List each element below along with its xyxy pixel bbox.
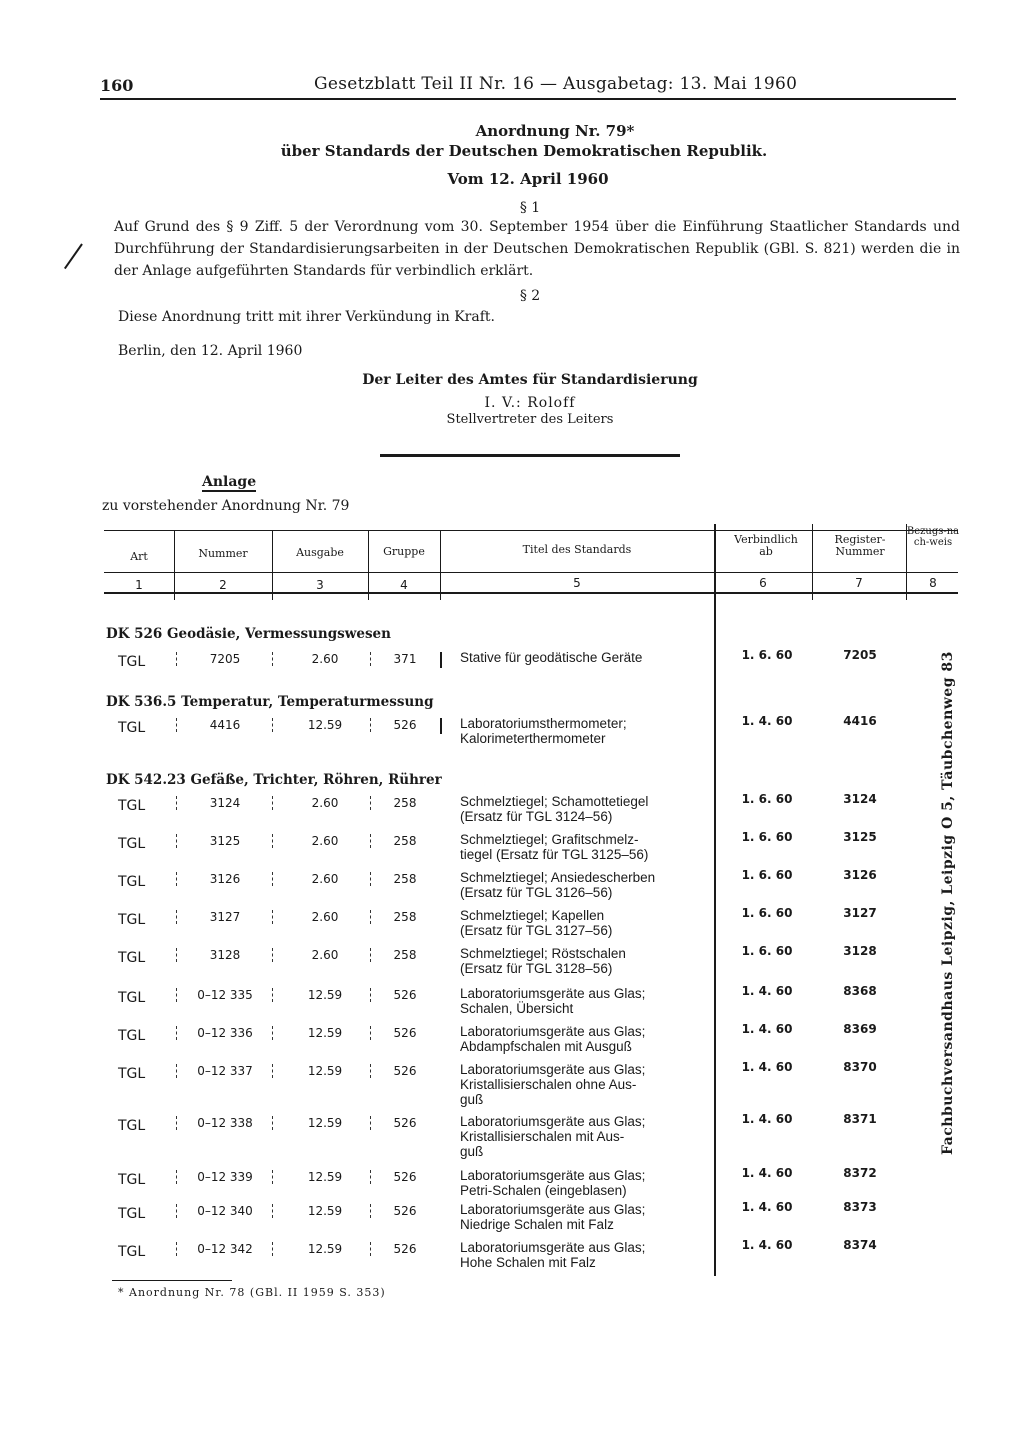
- row-titel: [460, 1114, 710, 1159]
- row-titel-line: guß: [460, 1144, 484, 1159]
- signature-role: Stellvertreter des Leiters: [446, 412, 614, 427]
- row-verbindlich: 1. 4. 60: [741, 984, 793, 998]
- row-nummer: 3127: [209, 910, 241, 924]
- row-ausgabe: 12.59: [307, 1204, 343, 1218]
- cell-separator: [370, 1242, 371, 1256]
- row-ausgabe: 2.60: [311, 834, 339, 848]
- row-art: TGL: [118, 836, 146, 852]
- row-gruppe: 526: [393, 1242, 417, 1256]
- cell-separator: [176, 1170, 177, 1184]
- footnote: * Anordnung Nr. 78 (GBl. II 1959 S. 353): [118, 1286, 386, 1299]
- cell-separator: [272, 652, 273, 666]
- row-titel-line: Laboratoriumsgeräte aus Glas;: [460, 986, 646, 1001]
- col-number: 1: [135, 578, 143, 592]
- row-register: 3124: [843, 792, 877, 806]
- paragraph-1-mark: § 1: [519, 200, 541, 216]
- row-titel: [460, 794, 710, 824]
- cell-separator: [176, 1064, 177, 1078]
- row-titel: [460, 1168, 710, 1198]
- col-number: 3: [316, 578, 324, 592]
- row-register: 3125: [843, 830, 877, 844]
- cell-separator: [370, 834, 371, 848]
- row-nummer: 0–12 338: [197, 1116, 253, 1130]
- row-titel-line: Schalen, Übersicht: [460, 1001, 574, 1016]
- row-register: 3128: [843, 944, 877, 958]
- cell-separator: [370, 872, 371, 886]
- cell-bar: [440, 718, 442, 734]
- row-register: 8374: [843, 1238, 877, 1252]
- cell-separator: [272, 910, 273, 924]
- row-nummer: 0–12 342: [197, 1242, 253, 1256]
- row-titel-line: (Ersatz für TGL 3127–56): [460, 923, 613, 938]
- table-top-line: [104, 530, 958, 531]
- cell-separator: [176, 796, 177, 810]
- cell-separator: [272, 948, 273, 962]
- row-titel-line: Laboratoriumsgeräte aus Glas;: [460, 1062, 646, 1077]
- row-ausgabe: 2.60: [311, 872, 339, 886]
- paragraph-2-mark: § 2: [519, 288, 541, 304]
- row-register: 7205: [843, 648, 877, 662]
- cell-bar: [440, 652, 442, 668]
- row-ausgabe: 2.60: [311, 910, 339, 924]
- cell-separator: [176, 1204, 177, 1218]
- row-ausgabe: 12.59: [307, 1170, 343, 1184]
- anlage-subtitle: zu vorstehender Anordnung Nr. 79: [102, 498, 350, 514]
- cell-separator: [176, 988, 177, 1002]
- cell-separator: [176, 718, 177, 732]
- row-verbindlich: 1. 4. 60: [741, 714, 793, 728]
- row-titel-line: Laboratoriumsgeräte aus Glas;: [460, 1168, 646, 1183]
- row-register: 4416: [843, 714, 877, 728]
- header-titel: Titel des Standards: [522, 543, 632, 556]
- row-register: 8369: [843, 1022, 877, 1036]
- row-titel-line: Laboratoriumsthermometer;: [460, 716, 627, 731]
- row-titel: [460, 650, 710, 665]
- header-gruppe: Gruppe: [383, 545, 425, 558]
- row-titel-line: Kalorimeterthermometer: [460, 731, 606, 746]
- row-verbindlich: 1. 4. 60: [741, 1166, 793, 1180]
- section-heading: DK 542.23 Gefäße, Trichter, Röhren, Rührer: [106, 772, 442, 788]
- table-number-line: [104, 592, 958, 594]
- cell-separator: [370, 1170, 371, 1184]
- header-verbindlich: Verbindlich ab: [734, 533, 798, 558]
- cell-separator: [176, 652, 177, 666]
- row-nummer: 3128: [209, 948, 241, 962]
- row-art: TGL: [118, 1028, 146, 1044]
- col-number: 5: [573, 576, 581, 590]
- row-gruppe: 526: [393, 1204, 417, 1218]
- row-titel: [460, 870, 710, 900]
- row-verbindlich: 1. 6. 60: [741, 648, 793, 662]
- cell-separator: [176, 910, 177, 924]
- table-header-line: [104, 572, 958, 573]
- row-verbindlich: 1. 6. 60: [741, 906, 793, 920]
- row-gruppe: 526: [393, 1170, 417, 1184]
- row-verbindlich: 1. 4. 60: [741, 1200, 793, 1214]
- section-heading: DK 536.5 Temperatur, Temperaturmessung: [106, 694, 434, 710]
- cell-separator: [272, 1116, 273, 1130]
- row-art: TGL: [118, 1066, 146, 1082]
- cell-separator: [272, 834, 273, 848]
- paragraph-2-text: Diese Anordnung tritt mit ihrer Verkündung in Kraft.: [118, 309, 495, 325]
- row-titel: [460, 1202, 710, 1232]
- row-nummer: 7205: [209, 652, 241, 666]
- row-titel-line: Kristallisierschalen ohne Aus-: [460, 1077, 637, 1092]
- cell-separator: [272, 988, 273, 1002]
- row-nummer: 0–12 340: [197, 1204, 253, 1218]
- row-ausgabe: 2.60: [311, 652, 339, 666]
- cell-separator: [370, 1064, 371, 1078]
- row-register: 8368: [843, 984, 877, 998]
- row-gruppe: 371: [393, 652, 417, 666]
- row-titel-line: Schmelztiegel; Ansiedescherben: [460, 870, 656, 885]
- cell-separator: [370, 652, 371, 666]
- cell-separator: [272, 872, 273, 886]
- cell-separator: [176, 948, 177, 962]
- row-art: TGL: [118, 874, 146, 890]
- row-verbindlich: 1. 4. 60: [741, 1112, 793, 1126]
- row-titel: [460, 908, 710, 938]
- row-titel-line: Kristallisierschalen mit Aus-: [460, 1129, 625, 1144]
- cell-separator: [370, 796, 371, 810]
- col-number: 7: [855, 576, 863, 590]
- row-titel: [460, 946, 710, 976]
- row-verbindlich: 1. 6. 60: [741, 944, 793, 958]
- row-nummer: 3126: [209, 872, 241, 886]
- row-titel-line: Schmelztiegel; Grafitschmelz-: [460, 832, 639, 847]
- cell-separator: [370, 1026, 371, 1040]
- row-titel-line: (Ersatz für TGL 3126–56): [460, 885, 613, 900]
- cell-separator: [176, 1116, 177, 1130]
- page-number: 160: [100, 76, 134, 95]
- row-titel-line: Laboratoriumsgeräte aus Glas;: [460, 1114, 646, 1129]
- row-gruppe: 526: [393, 1064, 417, 1078]
- col-number: 4: [400, 578, 408, 592]
- cell-separator: [370, 988, 371, 1002]
- header-bezugsnachweis: Bezugs-nach-weis: [906, 526, 960, 548]
- row-titel: [460, 986, 710, 1016]
- row-nummer: 0–12 337: [197, 1064, 253, 1078]
- cell-separator: [370, 948, 371, 962]
- row-verbindlich: 1. 6. 60: [741, 868, 793, 882]
- row-verbindlich: 1. 4. 60: [741, 1060, 793, 1074]
- row-nummer: 3124: [209, 796, 241, 810]
- header-art: Art: [130, 550, 148, 563]
- cell-separator: [370, 718, 371, 732]
- side-imprint: Fachbuchversandhaus Leipzig, Leipzig O 5, Täubchenweg 83: [940, 651, 956, 1155]
- cell-separator: [272, 796, 273, 810]
- cell-separator: [176, 1026, 177, 1040]
- row-titel-line: Laboratoriumsgeräte aus Glas;: [460, 1202, 646, 1217]
- row-art: TGL: [118, 1172, 146, 1188]
- row-gruppe: 526: [393, 1026, 417, 1040]
- place-date: Berlin, den 12. April 1960: [118, 343, 303, 359]
- cell-separator: [176, 872, 177, 886]
- signature-name: I. V.: Roloff: [484, 395, 576, 411]
- row-gruppe: 526: [393, 718, 417, 732]
- header-title: Gesetzblatt Teil II Nr. 16 — Ausgabetag: 13. Mai 1960: [314, 74, 798, 94]
- page-header: [100, 72, 956, 100]
- row-verbindlich: 1. 4. 60: [741, 1022, 793, 1036]
- row-gruppe: 258: [393, 910, 417, 924]
- cell-separator: [272, 1170, 273, 1184]
- row-titel-line: Schmelztiegel; Kapellen: [460, 908, 605, 923]
- cell-separator: [370, 910, 371, 924]
- row-ausgabe: 2.60: [311, 948, 339, 962]
- row-titel: [460, 716, 710, 746]
- col-number: 8: [929, 576, 937, 590]
- row-titel-line: Niedrige Schalen mit Falz: [460, 1217, 614, 1232]
- row-ausgabe: 12.59: [307, 1116, 343, 1130]
- header-register: Register-Nummer: [834, 533, 886, 558]
- row-nummer: 0–12 335: [197, 988, 253, 1002]
- row-ausgabe: 12.59: [307, 1026, 343, 1040]
- row-art: TGL: [118, 912, 146, 928]
- row-titel-line: (Ersatz für TGL 3124–56): [460, 809, 613, 824]
- pen-mark: [64, 243, 83, 269]
- row-ausgabe: 2.60: [311, 796, 339, 810]
- row-titel: [460, 832, 710, 862]
- cell-separator: [272, 718, 273, 732]
- row-ausgabe: 12.59: [307, 1064, 343, 1078]
- row-gruppe: 258: [393, 796, 417, 810]
- row-ausgabe: 12.59: [307, 988, 343, 1002]
- row-titel-line: Laboratoriumsgeräte aus Glas;: [460, 1024, 646, 1039]
- row-art: TGL: [118, 654, 146, 670]
- row-register: 8370: [843, 1060, 877, 1074]
- row-titel-line: Schmelztiegel; Schamottetiegel: [460, 794, 649, 809]
- paragraph-1-text: Auf Grund des § 9 Ziff. 5 der Verordnung vom 30. September 1954 über die Einführung Staatlicher Standards und Durchführung der Standardisierungsarbeiten in der Deutschen Demokratischen Republik (GBl. S. 821) werden die in der Anlage aufgeführten Standards für verbindlich erklärt.: [114, 219, 960, 279]
- row-nummer: 3125: [209, 834, 241, 848]
- row-art: TGL: [118, 990, 146, 1006]
- row-art: TGL: [118, 720, 146, 736]
- row-gruppe: 526: [393, 988, 417, 1002]
- row-ausgabe: 12.59: [307, 718, 343, 732]
- row-art: TGL: [118, 798, 146, 814]
- header-ausgabe: Ausgabe: [296, 546, 344, 559]
- row-titel-line: Laboratoriumsgeräte aus Glas;: [460, 1240, 646, 1255]
- order-subject: über Standards der Deutschen Demokratischen Republik.: [280, 142, 768, 160]
- row-titel-line: Hohe Schalen mit Falz: [460, 1255, 596, 1270]
- row-nummer: 0–12 336: [197, 1026, 253, 1040]
- anlage-title: Anlage: [202, 474, 257, 490]
- row-art: TGL: [118, 950, 146, 966]
- cell-separator: [272, 1204, 273, 1218]
- row-ausgabe: 12.59: [307, 1242, 343, 1256]
- row-register: 3127: [843, 906, 877, 920]
- row-register: 8371: [843, 1112, 877, 1126]
- cell-separator: [176, 834, 177, 848]
- cell-separator: [176, 1242, 177, 1256]
- order-date: Vom 12. April 1960: [447, 170, 609, 188]
- cell-separator: [370, 1204, 371, 1218]
- row-gruppe: 258: [393, 948, 417, 962]
- row-register: 8373: [843, 1200, 877, 1214]
- col-sep-main: [714, 524, 716, 1276]
- row-verbindlich: 1. 4. 60: [741, 1238, 793, 1252]
- row-titel-line: Abdampfschalen mit Ausguß: [460, 1039, 632, 1054]
- order-title: Anordnung Nr. 79*: [475, 122, 635, 140]
- row-gruppe: 526: [393, 1116, 417, 1130]
- cell-separator: [272, 1064, 273, 1078]
- row-art: TGL: [118, 1244, 146, 1260]
- row-gruppe: 258: [393, 872, 417, 886]
- row-art: TGL: [118, 1118, 146, 1134]
- signature-office: Der Leiter des Amtes für Standardisierung: [362, 372, 698, 388]
- row-gruppe: 258: [393, 834, 417, 848]
- col-number: 6: [759, 576, 767, 590]
- row-titel: [460, 1024, 710, 1054]
- col-number: 2: [219, 578, 227, 592]
- divider: [380, 454, 680, 457]
- row-nummer: 0–12 339: [197, 1170, 253, 1184]
- header-nummer: Nummer: [198, 547, 248, 560]
- row-titel-line: Stative für geodätische Geräte: [460, 650, 643, 665]
- row-titel-line: tiegel (Ersatz für TGL 3125–56): [460, 847, 649, 862]
- row-titel-line: guß: [460, 1092, 484, 1107]
- row-titel-line: (Ersatz für TGL 3128–56): [460, 961, 613, 976]
- row-verbindlich: 1. 6. 60: [741, 830, 793, 844]
- row-nummer: 4416: [209, 718, 241, 732]
- cell-separator: [272, 1242, 273, 1256]
- cell-separator: [370, 1116, 371, 1130]
- row-verbindlich: 1. 6. 60: [741, 792, 793, 806]
- row-titel: [460, 1240, 710, 1270]
- row-titel-line: Schmelztiegel; Röstschalen: [460, 946, 626, 961]
- row-titel-line: Petri-Schalen (eingeblasen): [460, 1183, 627, 1198]
- section-heading: DK 526 Geodäsie, Vermessungswesen: [106, 626, 391, 642]
- footnote-rule: [112, 1280, 232, 1281]
- row-register: 3126: [843, 868, 877, 882]
- row-register: 8372: [843, 1166, 877, 1180]
- cell-separator: [272, 1026, 273, 1040]
- row-art: TGL: [118, 1206, 146, 1222]
- row-titel: [460, 1062, 710, 1107]
